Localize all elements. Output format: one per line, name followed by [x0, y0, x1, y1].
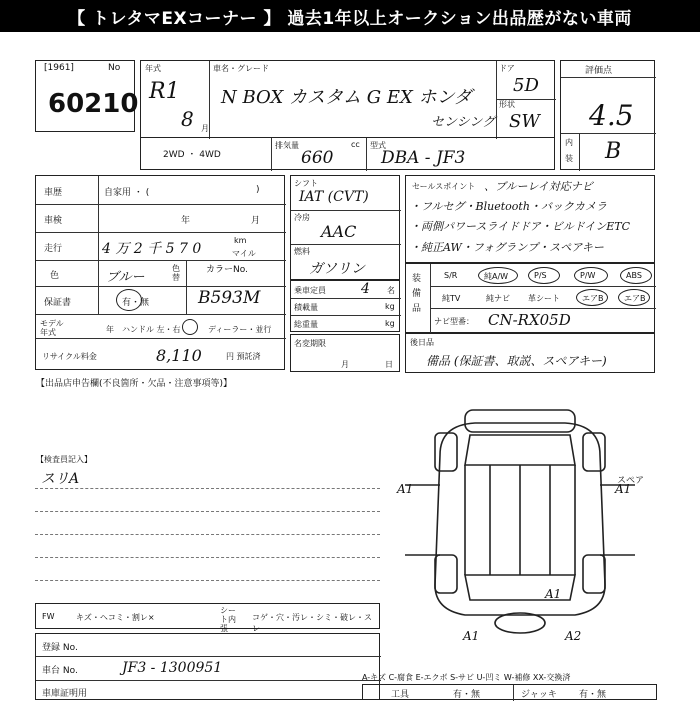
year-label: 年式	[145, 64, 161, 73]
load-unit: kg	[385, 302, 395, 311]
diagram-mark-1: A1	[397, 482, 414, 496]
colorno-label: カラーNo.	[206, 265, 248, 275]
sales-label: セールスポイント	[412, 182, 476, 191]
sales-points	[405, 175, 655, 263]
chassis-label: 車台 No.	[42, 666, 78, 676]
mileage-mile: マイル	[232, 249, 256, 258]
color-change: 色替	[172, 264, 180, 282]
sales-line-1: 、ブルーレイ対応ナビ	[484, 180, 593, 193]
model-year-unit: 年	[106, 325, 114, 334]
shop-note-label: 【出品店申告欄(不良箇所・欠品・注意事項等)】	[36, 379, 233, 389]
weight-label: 総重量	[294, 320, 318, 329]
history-close: )	[256, 185, 260, 195]
reg-box	[35, 633, 380, 700]
interior-label2: 装	[565, 154, 573, 163]
colorno-value: B593M	[198, 288, 261, 308]
handle: ハンドル 左・右	[122, 325, 181, 334]
sales-line-3: ・両側パワースライドドア・ビルドインETC	[410, 220, 631, 233]
door-value: 5D	[513, 75, 539, 96]
eq-airb2: エアB	[624, 294, 646, 303]
interior-value: B	[605, 139, 622, 164]
history-value: 自家用 ・ (	[104, 188, 150, 198]
lot-no-label: No	[108, 63, 121, 73]
shape-label: 形状	[499, 100, 515, 109]
color-label: 色	[50, 271, 60, 281]
ac-value: AAC	[321, 222, 357, 241]
postfix	[405, 333, 655, 373]
jack-value: 有・無	[579, 690, 607, 700]
model-value: DBA - JF3	[381, 148, 466, 168]
mid-capacity	[290, 280, 400, 332]
door-label: ドア	[499, 64, 515, 73]
displacement-label: 排気量	[275, 141, 299, 150]
fw-seat-items: コゲ・穴・汚レ・シミ・破レ・スレ	[252, 613, 372, 633]
fuel-value: ガソリン	[309, 261, 365, 277]
diagram-mark-5: A2	[565, 629, 582, 643]
jack-label: ジャッキ	[521, 690, 557, 700]
year-month: 8	[181, 107, 194, 131]
recycle-label: リサイクル料金	[42, 352, 97, 361]
fuel-label: 燃料	[294, 247, 310, 256]
diagram-mark-4: A1	[545, 587, 562, 601]
year-era: R1	[149, 79, 180, 104]
shift-label: シフト	[294, 179, 318, 188]
displacement-unit: cc	[351, 140, 360, 149]
history-label: 車歴	[44, 188, 63, 198]
inspection-label: 車検	[44, 216, 63, 226]
car-diagram	[395, 395, 665, 645]
left-spec	[35, 175, 285, 370]
eq-navi: 純ナビ	[486, 294, 510, 303]
dealer: ディーラー・並行	[208, 325, 272, 334]
inspector-area	[35, 466, 380, 602]
recycle-yen: 円 預託済	[226, 352, 261, 361]
carname-sub: センシング	[431, 115, 496, 130]
score-value: 4.5	[589, 99, 634, 132]
eq-aw: 純A/W	[484, 272, 509, 281]
displacement-value: 660	[301, 148, 334, 168]
lot-number: 60210	[48, 89, 139, 119]
sales-line-2: ・フルセグ・Bluetooth・バックカメラ	[410, 200, 607, 213]
tool-value: 有・無	[453, 690, 481, 700]
diagram-mark-2: A1	[615, 482, 632, 496]
fw-prefix: FW	[42, 612, 55, 621]
model-label: 型式	[370, 141, 386, 150]
banner: 【 トレタマEXコーナー 】 過去1年以上オークション出品歴がない車両	[0, 0, 700, 32]
eq-ps: P/S	[534, 271, 547, 280]
drive-value: 2WD ・ 4WD	[163, 150, 221, 160]
tool-label: 工具	[391, 690, 410, 700]
carname-label: 車名・グレード	[213, 64, 269, 73]
eq-pw: P/W	[580, 271, 596, 280]
inspection-year: 年	[181, 216, 191, 226]
eq-abs: ABS	[626, 271, 642, 280]
navi-value: CN-RX05D	[488, 311, 571, 329]
mileage-value: 4 万 2 千 5 7 0	[102, 241, 202, 257]
mid-spec	[290, 175, 400, 280]
score-box	[560, 60, 655, 170]
title-change-label: 名変期限	[294, 339, 326, 348]
carname-text: N BOX カスタム G EX ホンダ	[221, 87, 472, 108]
tool-box	[362, 684, 657, 700]
reg-label: 登録 No.	[42, 643, 78, 653]
mileage-km: km	[234, 236, 247, 245]
ac-label: 冷房	[294, 213, 310, 222]
eq-tv: 純TV	[442, 294, 461, 303]
year-month-suffix: 月	[201, 124, 209, 133]
sales-line-4: ・純正AW・フォグランプ・スペアキー	[410, 241, 604, 254]
capacity-unit: 名	[387, 286, 395, 295]
cert-label: 車庫証明用	[42, 689, 88, 699]
score-label: 評価点	[585, 66, 613, 76]
title-change-month: 月	[341, 360, 349, 369]
inspection-month: 月	[251, 216, 261, 226]
chassis-value: JF3 - 1300951	[122, 660, 223, 676]
diagram-spare: スペア	[617, 476, 645, 486]
color-value: ブルー	[106, 270, 145, 285]
recycle-value: 8,110	[156, 346, 202, 365]
navi-label: ナビ型番：	[434, 317, 474, 326]
weight-unit: kg	[385, 319, 395, 328]
legend: A-キズ C-腐食 E-エクボ S-サビ U-凹ミ W-補修 XX-交換済	[362, 673, 571, 682]
capacity-label: 乗車定員	[294, 286, 326, 295]
inspector-label: 【検査員記入】	[36, 455, 92, 464]
drive-row	[140, 137, 555, 170]
postfix-value: 備品 (保証書、取説、スペアキー)	[426, 354, 607, 368]
equipment	[405, 263, 655, 333]
title-change-day: 日	[385, 360, 393, 369]
fw-line	[35, 603, 380, 633]
shape-value: SW	[509, 111, 540, 132]
mileage-label: 走行	[44, 244, 63, 254]
inspector-note: スリA	[41, 471, 80, 487]
warranty-value: 有・無	[122, 298, 150, 308]
diagram-mark-3: A1	[463, 629, 480, 643]
shift-value: IAT (CVT)	[299, 189, 369, 205]
eq-leather: 革シート	[528, 294, 560, 303]
model-year-label: モデル年式	[40, 319, 64, 337]
interior-label1: 内	[565, 138, 573, 147]
capacity-value: 4	[361, 281, 370, 297]
warranty-label: 保証書	[44, 298, 72, 308]
eq-sr: S/R	[444, 271, 458, 280]
postfix-label: 後日品	[410, 338, 434, 347]
title-change	[290, 334, 400, 372]
fw-seat: シート内張	[220, 606, 236, 633]
lot-small: [1961]	[44, 63, 74, 73]
equipment-label: 装備品	[412, 274, 422, 314]
lot-box	[35, 60, 139, 132]
load-label: 積載量	[294, 303, 318, 312]
fw-items: キズ・ヘコミ・割レ×	[76, 613, 155, 622]
car-header	[140, 60, 555, 138]
eq-airb1: エアB	[582, 294, 604, 303]
